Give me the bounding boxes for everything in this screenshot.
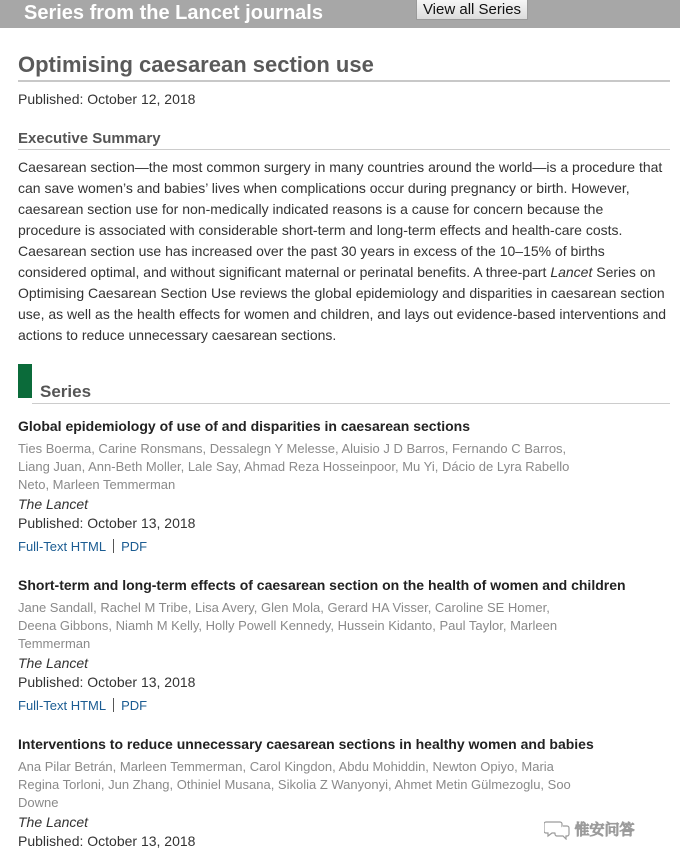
article-title-1[interactable]: Global epidemiology of use of and disparities in caesarean sections: [18, 418, 471, 434]
article-authors-3: Ana Pilar Betrán, Marleen Temmerman, Carol Kingdon, Abdu Mohiddin, Newton Opiyo, Maria Regina Torloni, Jun Zhang, Othiniel Musana, Sikolia Z Wanyonyi, Ahmet Metin Gülmezoglu, Soo Downe: [18, 759, 571, 810]
series-accent-bar: [18, 364, 32, 398]
watermark: [544, 818, 634, 844]
watermark-text: 惟安问答: [574, 821, 635, 839]
series-header-bar: [0, 0, 680, 28]
series-header-title: Series from the Lancet journals: [24, 2, 323, 24]
link-separator: [113, 539, 114, 553]
article-journal-2: The Lancet: [18, 655, 89, 671]
chat-bubbles-icon: [544, 818, 570, 840]
full-text-html-link-2[interactable]: Full-Text HTML: [18, 698, 107, 713]
article-published-2: Published: October 13, 2018: [18, 674, 196, 690]
full-text-html-link-1[interactable]: Full-Text HTML: [18, 539, 107, 554]
article-authors-2: Jane Sandall, Rachel M Tribe, Lisa Avery, Glen Mola, Gerard HA Visser, Caroline SE Homer, Deena Gibbons, Niamh M Kelly, Holly Powell Kennedy, Hussein Kidanto, Paul Taylor, Marleen Temmerman: [18, 600, 558, 651]
executive-summary-heading: Executive Summary: [18, 129, 670, 150]
article-published-3: Published: October 13, 2018: [18, 833, 196, 849]
executive-summary-text: [18, 157, 670, 346]
article-title-3[interactable]: Interventions to reduce unnecessary caesarean sections in healthy women and babies: [18, 736, 594, 752]
series-heading: Series: [40, 382, 92, 401]
view-all-series-button[interactable]: View all Series: [416, 0, 528, 20]
summary-journal-name: Lancet: [550, 264, 593, 280]
article-authors-1: Ties Boerma, Carine Ronsmans, Dessalegn Y Melesse, Aluisio J D Barros, Fernando C Barros, Liang Juan, Ann-Beth Moller, Lale Say, Ahmad Reza Hosseinpoor, Mu Yi, Dácio de Lyra Rabello Neto, Marleen Temmerman: [18, 441, 570, 492]
series-divider: [32, 403, 670, 404]
article-journal-3: The Lancet: [18, 814, 89, 830]
article-title-2[interactable]: Short-term and long-term effects of caesarean section on the health of women and children: [18, 577, 626, 593]
summary-text-part-2: Series on Optimising Caesarean Section Use reviews the global epidemiology and disparities in caesarean section use, as well as the health effects for women and children, and lays out evidence-based interventions and actions to reduce unnecessary caesarean sections.: [18, 264, 667, 343]
article-journal-1: The Lancet: [18, 496, 89, 512]
article-published-1: Published: October 13, 2018: [18, 515, 196, 531]
page-title: Optimising caesarean section use: [18, 51, 670, 82]
pdf-link-2[interactable]: PDF: [121, 698, 148, 713]
page-published-date: Published: October 12, 2018: [18, 91, 196, 107]
summary-text-part-1: Caesarean section—the most common surgery in many countries around the world—is a procedure that can save women’s and babies’ lives when complications occur during pregnancy or birth. However, caesarean section use for non-medically indicated reasons is a cause for concern because the procedure is associated with considerable short-term and long-term effects and health-care costs. Caesarean section use has increased over the past 30 years in excess of the 10–15% of births considered optimal, and without significant maternal or perinatal benefits. A three-part: [18, 159, 663, 280]
article-links-1: [18, 538, 147, 556]
pdf-link-1[interactable]: PDF: [121, 539, 148, 554]
article-links-2: [18, 697, 147, 715]
link-separator: [113, 698, 114, 712]
